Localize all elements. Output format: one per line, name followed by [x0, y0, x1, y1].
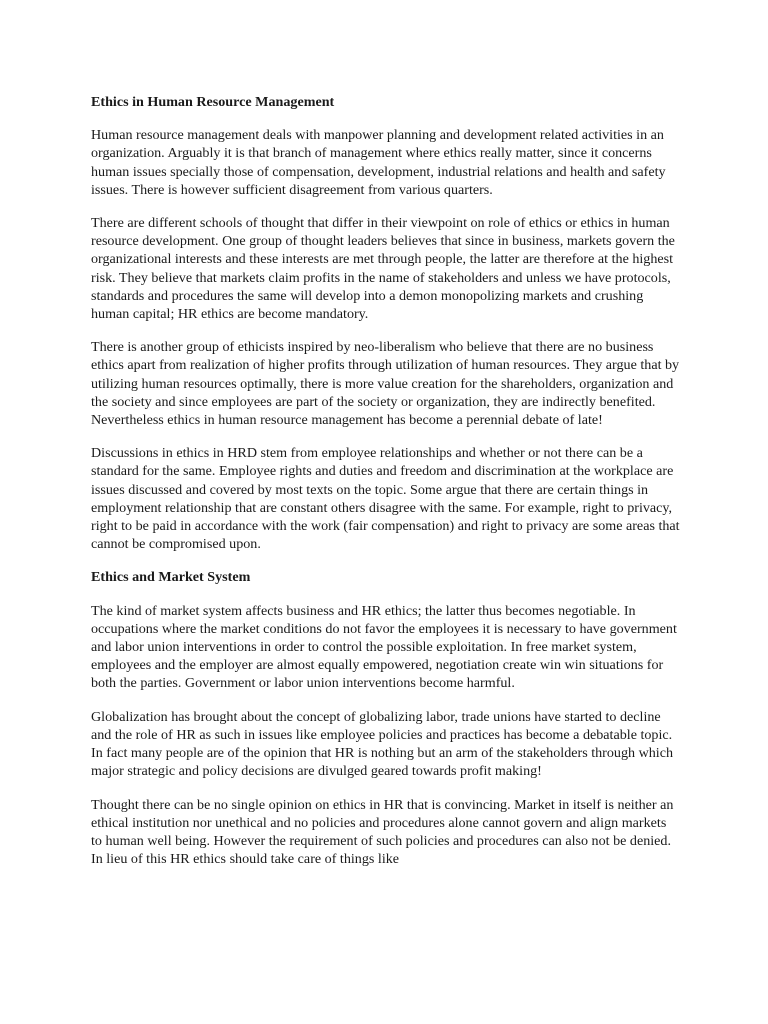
paragraph: There is another group of ethicists inspired by neo-liberalism who believe that there are no business ethics apart from realization of higher profits through utilization of human resources. They argue that by utilizing human resources optimally, there is more value creation for the shareholders, organization and the society and since employees are part of the society or organization, they are indirectly benefited. Nevertheless ethics in human resource management has become a perennial debate of late!: [91, 339, 680, 429]
section-heading-ethics-in-hrm: Ethics in Human Resource Management: [91, 94, 335, 110]
document-body: [91, 93, 680, 883]
paragraph: The kind of market system affects business and HR ethics; the latter thus becomes negotiable. In occupations where the market conditions do not favor the employees it is necessary to have government and labor union interventions in order to control the possible exploitation. In free market system, employees and the employer are almost equally empowered, negotiation create win win situations for both the parties. Government or labor union interventions become harmful.: [91, 602, 677, 692]
paragraph: Globalization has brought about the concept of globalizing labor, trade unions have started to decline and the role of HR as such in issues like employee policies and practices has become a debatable topic. In fact many people are of the opinion that HR is nothing but an arm of the stakeholders through which major strategic and policy decisions are divulged geared towards profit making!: [91, 708, 674, 780]
paragraph: Discussions in ethics in HRD stem from employee relationships and whether or not there can be a standard for the same. Employee rights and duties and freedom and discrimination at the workplace are issues discussed and covered by most texts on the topic. Some argue that there are certain things in employment relationship that are constant others disagree with the same. For example, right to privacy, right to be paid in accordance with the work (fair compensation) and right to privacy are some areas that cannot be compromised upon.: [91, 445, 680, 553]
paragraph: Thought there can be no single opinion on ethics in HR that is convincing. Market in itself is neither an ethical institution nor unethical and no policies and procedures alone cannot govern and align markets to human well being. However the requirement of such policies and procedures can also not be denied. In lieu of this HR ethics should take care of things like: [91, 796, 674, 868]
section-heading-ethics-and-market-system: Ethics and Market System: [91, 569, 251, 586]
paragraph: Human resource management deals with manpower planning and development related activities in an organization. Arguably it is that branch of management where ethics really matter, since it concerns human issues specially those of compensation, development, industrial relations and health and safety issues. There is however sufficient disagreement from various quarters.: [91, 127, 666, 198]
paragraph: There are different schools of thought that differ in their viewpoint on role of ethics or ethics in human resource development. One group of thought leaders believes that since in business, markets govern the organizational interests and these interests are met through people, the latter are therefore at the highest risk. They believe that markets claim profits in the name of stakeholders and unless we have protocols, standards and procedures the same will develop into a demon monopolizing markets and crushing human capital; HR ethics are become mandatory.: [91, 215, 675, 323]
